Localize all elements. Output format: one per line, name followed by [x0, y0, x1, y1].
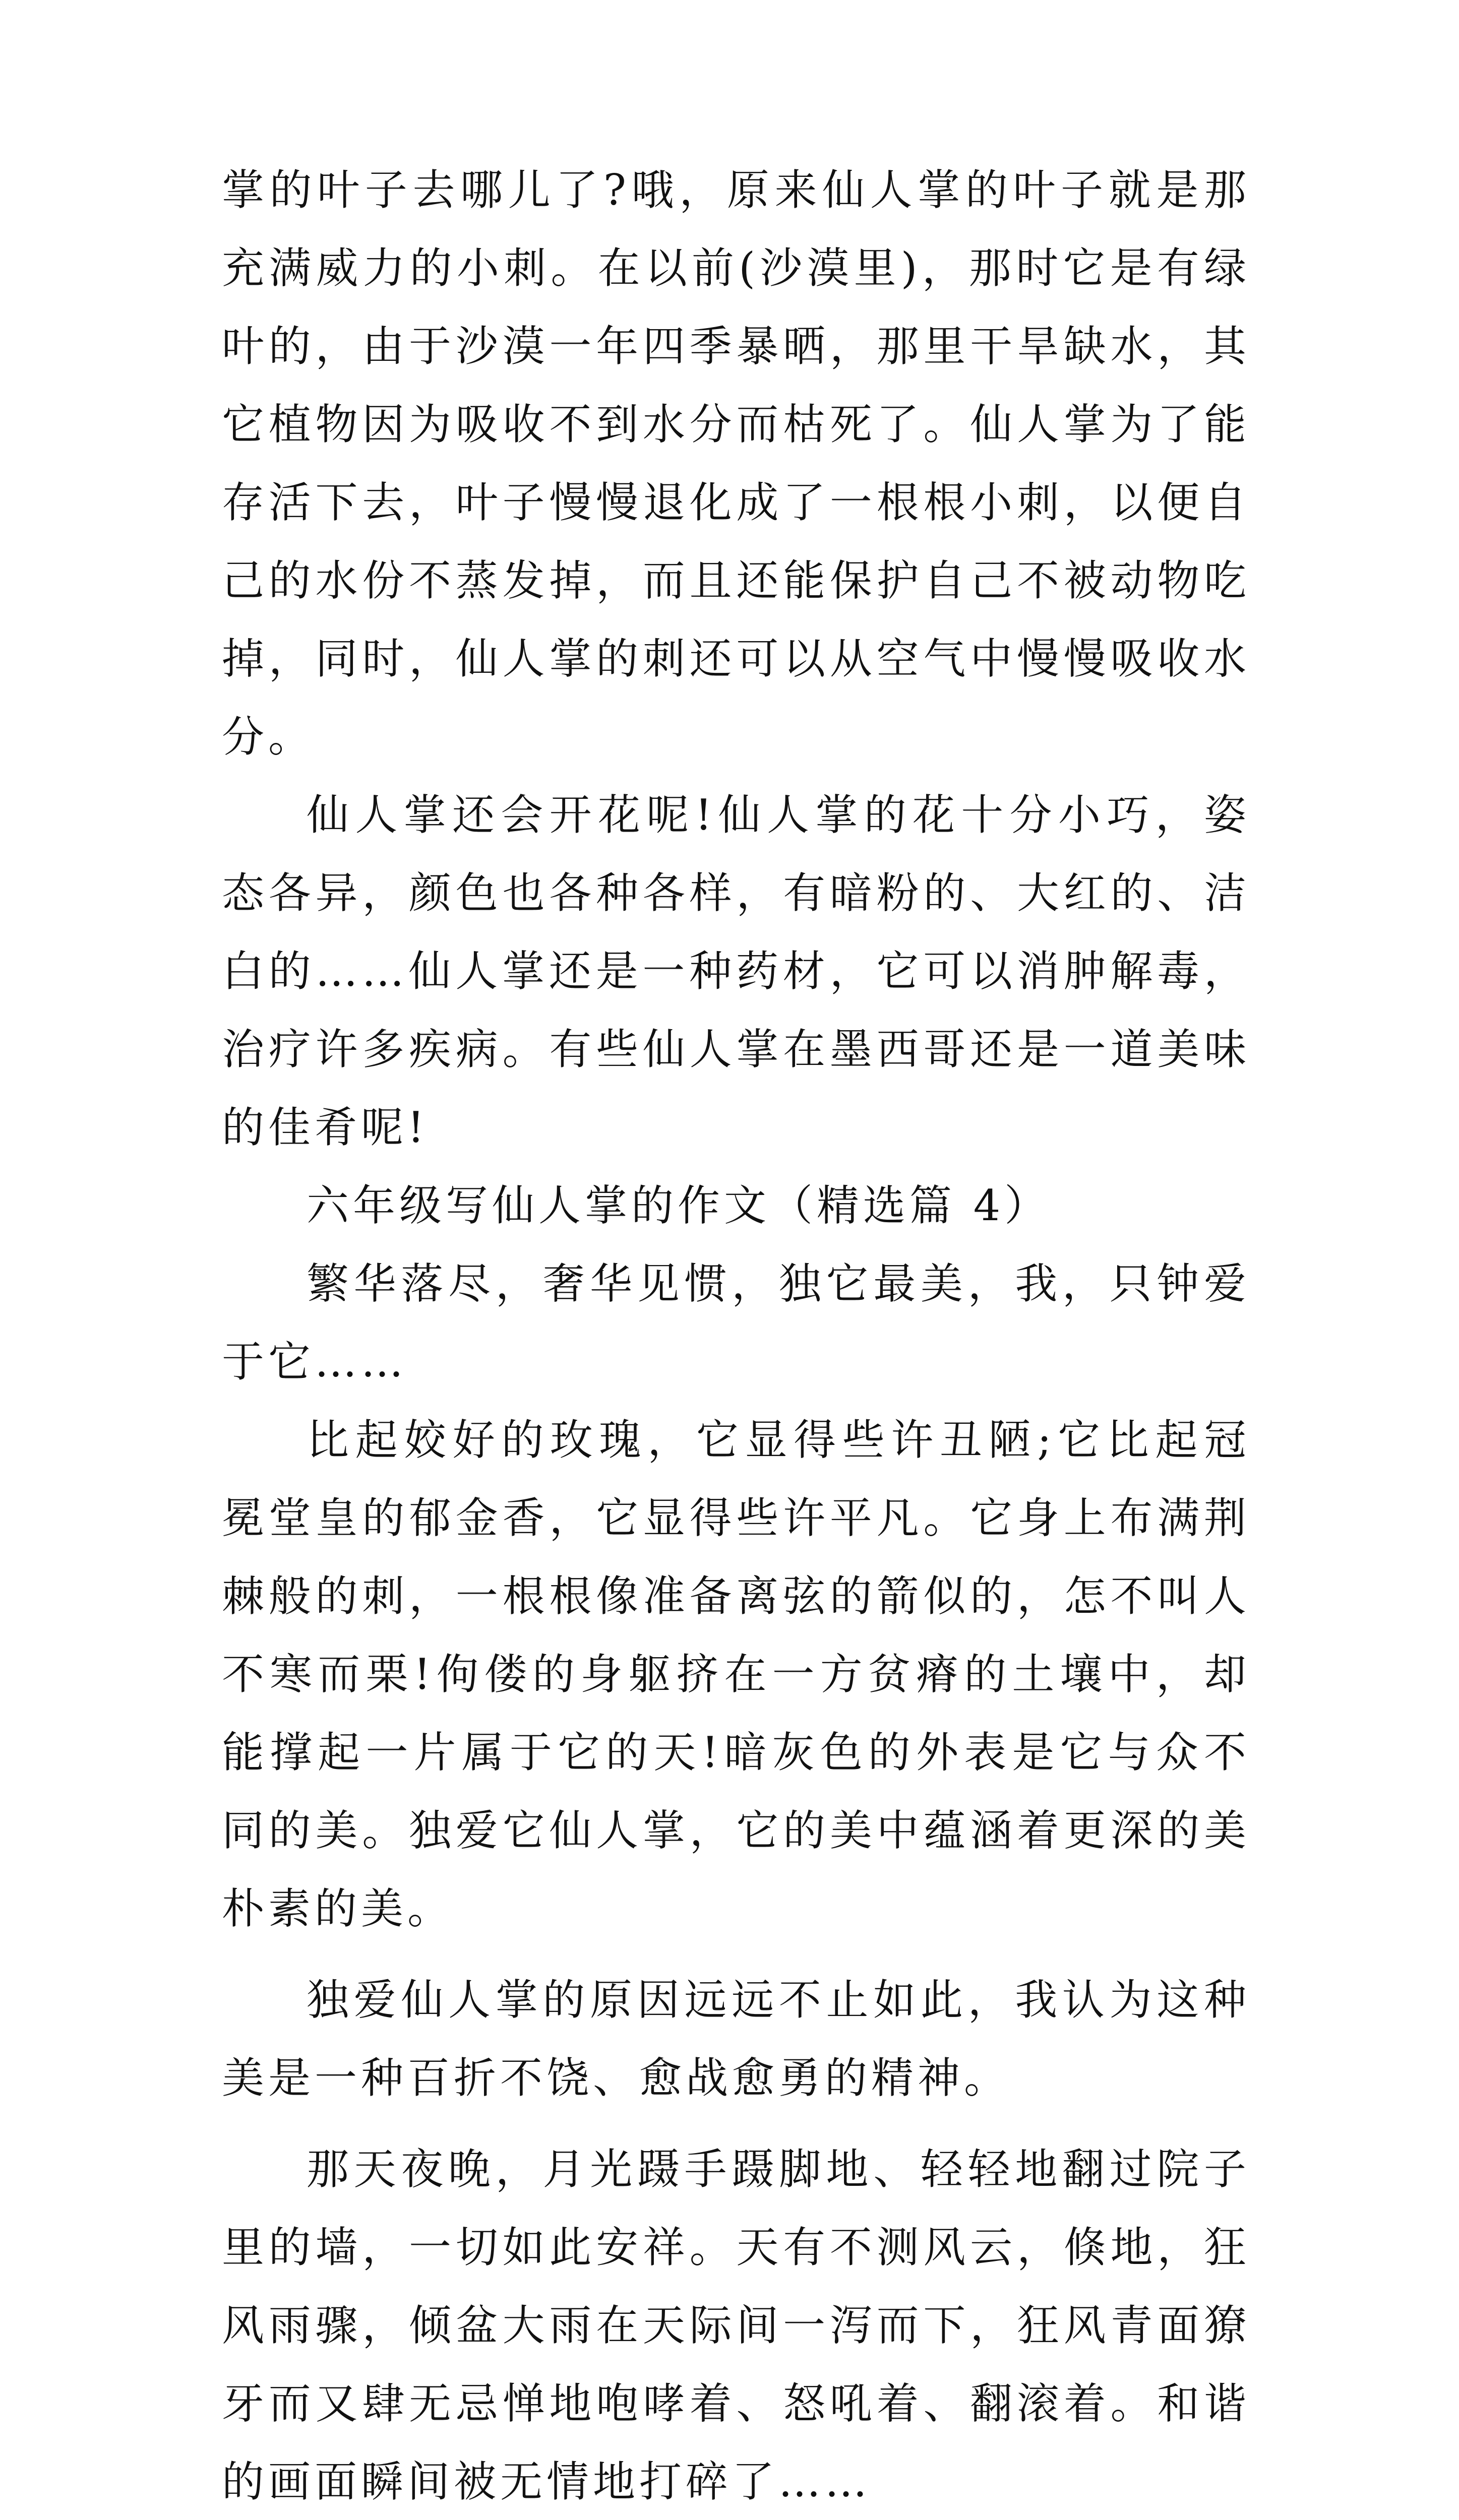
article-body [222, 151, 1250, 2520]
essay-heading-part-4: 六年级写仙人掌的作文（精选篇 4） [307, 1181, 1051, 1230]
paragraph-comparison: 比起姣好的玫瑰，它显得些许丑陋;它比起冠冕堂皇的郁金香，它显得些许平凡。它身上布满荆棘般的刺，一根根像准备离弦的箭似的，怎不叫人不寒而栗!佝偻的身躯挤在一方贫瘠的土壤中，却能撑起一片属于它的天!暗灰色的外表是它与众不同的美。独爱它仙人掌，它的美中蕴涵着更深的美朴素的美。 [222, 1415, 1250, 1933]
paragraph-flowers: 仙人掌还会开花呢!仙人掌的花十分小巧，姿态各异，颜色也各种各样，有暗粉的、大红的、洁白的……仙人掌还是一种药材，它可以消肿解毒，治疗许多疾病。有些仙人掌在墨西哥还是一道美味的佳肴呢! [222, 790, 1250, 1152]
paragraph-opening-line: 繁华落尽，奢华见惯，独它最美，我，只钟爱于它…… [222, 1259, 1250, 1387]
paragraph-storm-night: 那天夜晚，月光蹑手蹑脚地、轻轻地翻过院子里的墙，一切如此安祥。天有不测风云，倏地，狂风雨骤，倾盆大雨在天际间一泻而下，狂风青面獠牙而又肆无忌惮地咆哮着、怒吼着、翻滚着。和谐的画面瞬间被无情地打碎了…… [222, 2145, 1250, 2506]
paragraph-leaf-thorns: 掌的叶子去哪儿了?哦，原来仙人掌的叶子就是那充满威力的小刺。在以前(沙漠里)，那时它是有绿叶的，由于沙漠一年四季暴晒，那里干旱缺水，其它植物因为吸收不到水分而枯死了。仙人掌为了能存活下去，叶子慢慢退化成了一根根小刺，以便自己的水份不蒸发掉，而且还能保护自己不被动物吃掉，同时，仙人掌的刺还可以从空气中慢慢吸收水分。 [222, 165, 1250, 762]
paragraph-spirit: 独爱仙人掌的原因远远不止如此，我认为这种美是一种百折不饶、愈战愈勇的精神。 [222, 1975, 1250, 2103]
